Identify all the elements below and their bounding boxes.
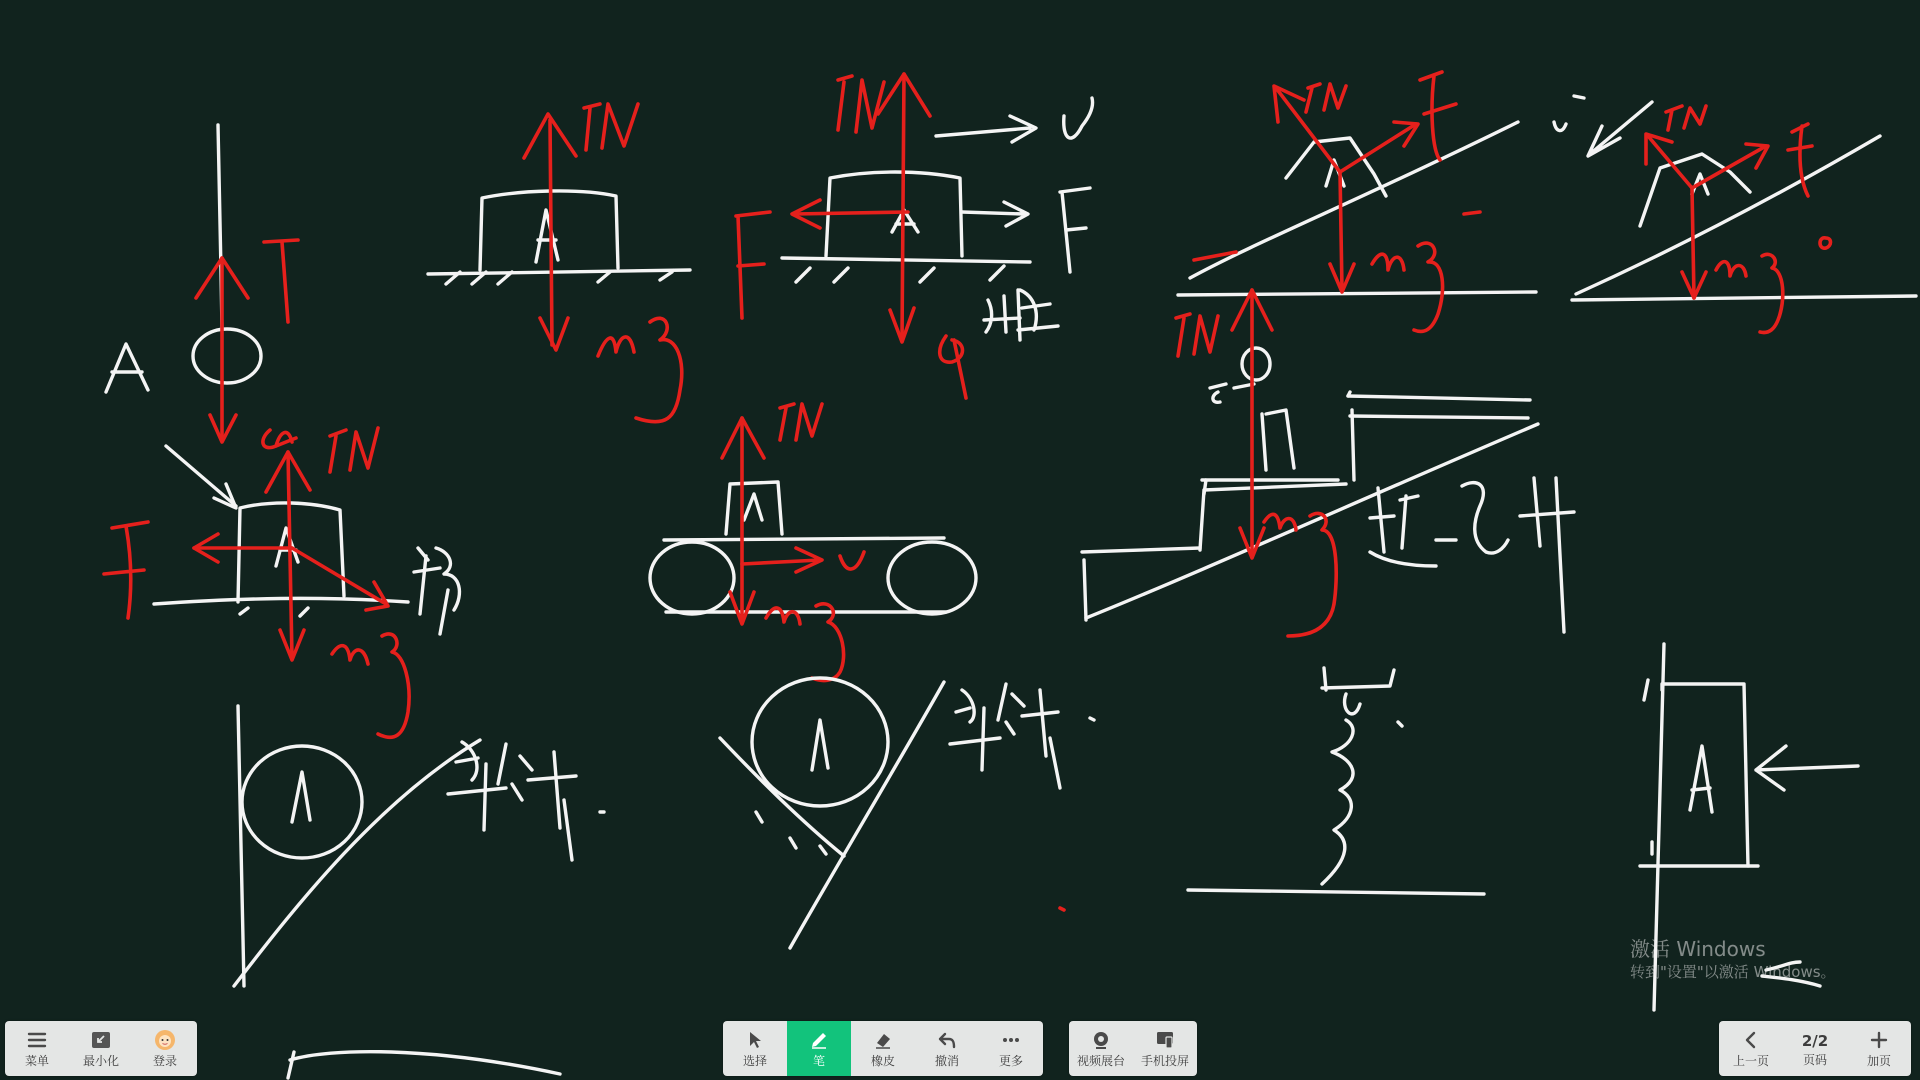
more-icon <box>1000 1029 1022 1051</box>
page-indicator: 2/2 <box>1801 1031 1829 1050</box>
menu-label: 菜单 <box>24 1054 49 1068</box>
menu-icon <box>26 1029 48 1051</box>
diagram-ball-v-groove <box>720 678 1094 948</box>
select-tool-label: 选择 <box>742 1054 767 1068</box>
more-label: 更多 <box>998 1054 1023 1068</box>
diagram-block-ground <box>428 104 690 422</box>
undo-button[interactable] <box>915 1021 979 1076</box>
diagram-hanging-ball <box>106 125 298 448</box>
prev-page-label: 上一页 <box>1732 1054 1769 1068</box>
add-page-label: 加页 <box>1866 1054 1891 1068</box>
diagram-block-wall <box>1640 644 1858 1010</box>
phone-cast-icon <box>1154 1029 1176 1051</box>
minimize-label: 最小化 <box>82 1054 119 1068</box>
avatar-icon <box>154 1029 176 1051</box>
pen-tool-button[interactable] <box>787 1021 851 1076</box>
diagram-escalator-person <box>1082 290 1574 636</box>
diagram-ball-wall-incline <box>234 706 604 986</box>
more-button[interactable] <box>979 1021 1043 1076</box>
watermark-subtitle: 转到"设置"以激活 Windows。 <box>1630 963 1836 981</box>
minimize-icon <box>90 1029 112 1051</box>
add-page-button[interactable] <box>1847 1021 1911 1076</box>
toolbar-pages <box>1719 1021 1911 1076</box>
diagram-incline-sliding <box>1554 96 1916 333</box>
diagram-spring <box>1060 668 1484 910</box>
camera-icon <box>1090 1029 1112 1051</box>
pen-tool-label: 笔 <box>812 1054 825 1068</box>
minimize-button[interactable] <box>69 1021 133 1076</box>
eraser-icon <box>872 1029 894 1051</box>
login-label: 登录 <box>152 1054 177 1068</box>
diagram-block-pulled <box>736 74 1093 398</box>
phone-cast-label: 手机投屏 <box>1140 1054 1189 1068</box>
toolbar-center <box>723 1021 1043 1076</box>
video-booth-label: 视频展台 <box>1076 1054 1125 1068</box>
select-tool-button[interactable] <box>723 1021 787 1076</box>
page-label: 页码 <box>1802 1052 1827 1067</box>
diagram-conveyor-belt <box>650 404 976 680</box>
undo-label: 撤消 <box>934 1054 959 1068</box>
toolbar-media <box>1069 1021 1197 1076</box>
page-indicator-button[interactable] <box>1783 1021 1847 1076</box>
video-booth-button[interactable] <box>1069 1021 1133 1076</box>
plus-icon <box>1868 1029 1890 1051</box>
pen-icon <box>808 1029 830 1051</box>
phone-cast-button[interactable] <box>1133 1021 1197 1076</box>
watermark-title: 激活 Windows <box>1630 937 1766 961</box>
prev-page-button[interactable] <box>1719 1021 1783 1076</box>
diagram-incline-static <box>1178 72 1536 331</box>
stroke-bottom-partial <box>288 962 1820 1078</box>
menu-button[interactable] <box>5 1021 69 1076</box>
undo-icon <box>936 1029 958 1051</box>
chevron-left-icon <box>1740 1029 1762 1051</box>
cursor-icon <box>744 1029 766 1051</box>
eraser-tool-button[interactable] <box>851 1021 915 1076</box>
diagram-block-pushed <box>104 428 459 737</box>
toolbar-left <box>5 1021 197 1076</box>
eraser-tool-label: 橡皮 <box>870 1054 895 1068</box>
login-button[interactable] <box>133 1021 197 1076</box>
